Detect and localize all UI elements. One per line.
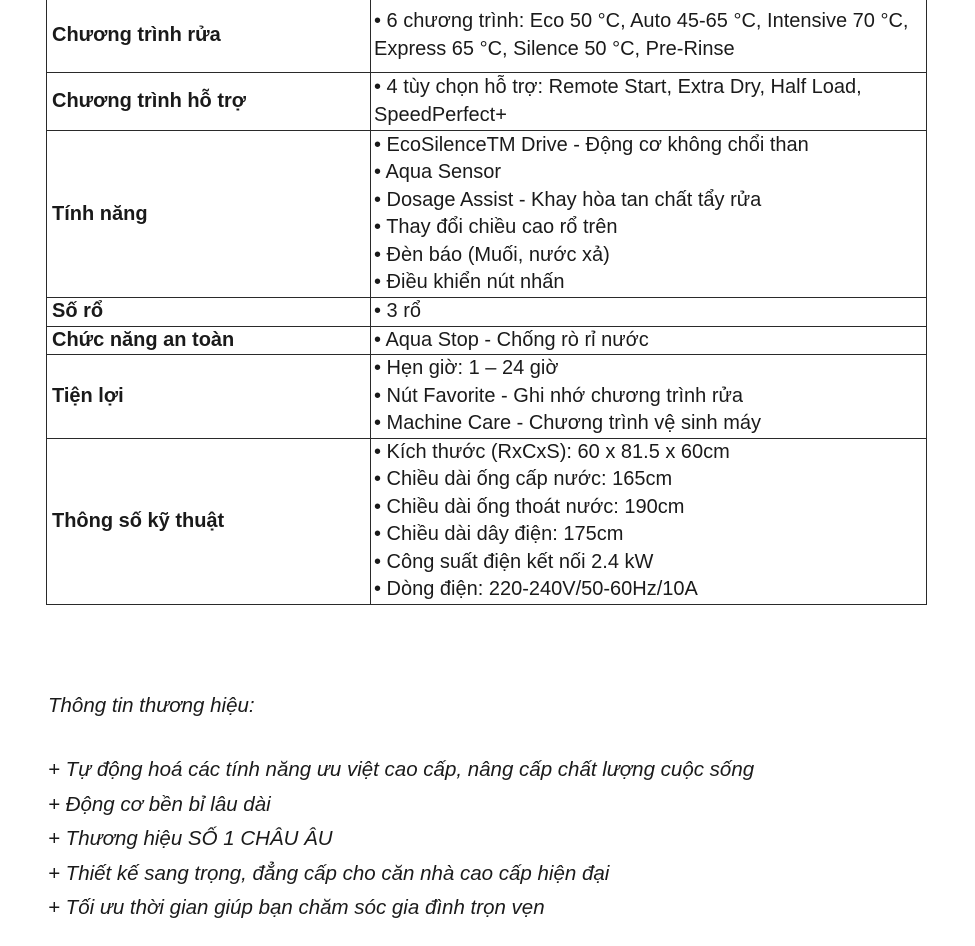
value-line: • Thay đổi chiều cao rổ trên: [374, 216, 618, 238]
value-line: • Hẹn giờ: 1 – 24 giờ: [374, 357, 559, 379]
row-label: Chương trình hỗ trợ: [47, 73, 371, 131]
row-label: Chương trình rửa: [47, 0, 371, 73]
value-line: • Aqua Stop - Chống rò rỉ nước: [374, 328, 649, 351]
list-item: + Động cơ bền bỉ lâu dài: [48, 792, 271, 816]
value-line: • Dosage Assist - Khay hòa tan chất tẩy rửa: [374, 188, 762, 211]
list-item: + Tối ưu thời gian giúp bạn chăm sóc gia đình trọn vẹn: [48, 896, 545, 919]
brand-info-list: [48, 753, 948, 926]
row-value: [371, 298, 927, 327]
spec-table: [46, 0, 927, 605]
value-line: • Chiều dài ống thoát nước: 190cm: [374, 495, 685, 518]
value-line: • Công suất điện kết nối 2.4 kW: [374, 550, 654, 573]
value-line: • EcoSilenceTM Drive - Động cơ không chổi than: [374, 133, 809, 156]
table-row: [47, 131, 927, 298]
table-row: [47, 0, 927, 73]
list-item: + Tự động hoá các tính năng ưu việt cao cấp, nâng cấp chất lượng cuộc sống: [48, 758, 755, 781]
row-value: [371, 131, 927, 298]
list-item: + Thiết kế sang trọng, đẳng cấp cho căn nhà cao cấp hiện đại: [48, 861, 610, 885]
row-value: [371, 73, 927, 131]
value-line: • Aqua Sensor: [374, 161, 502, 183]
row-label: Chức năng an toàn: [47, 326, 371, 355]
row-value: [371, 0, 927, 73]
list-item: + Thương hiệu SỐ 1 CHÂU ÂU: [48, 827, 333, 850]
row-label: Thông số kỹ thuật: [47, 438, 371, 604]
table-row: [47, 438, 927, 604]
row-label: Số rổ: [47, 298, 371, 327]
table-row: [47, 355, 927, 439]
row-label: Tiện lợi: [47, 355, 371, 439]
row-value: [371, 326, 927, 355]
row-value: [371, 355, 927, 439]
table-row: [47, 73, 927, 131]
value-line: • Điều khiển nút nhấn: [374, 271, 565, 293]
brand-info-section: [48, 692, 948, 926]
value-line: • 3 rổ: [374, 300, 422, 322]
row-label: Tính năng: [47, 131, 371, 298]
value-line: • Kích thước (RxCxS): 60 x 81.5 x 60cm: [374, 440, 730, 463]
value-line: • Dòng điện: 220-240V/50-60Hz/10A: [374, 578, 698, 600]
value-line: • Đèn báo (Muối, nước xả): [374, 243, 610, 266]
table-row: [47, 298, 927, 327]
value-line: • Chiều dài dây điện: 175cm: [374, 523, 624, 545]
value-line: • 6 chương trình: Eco 50 °C, Auto 45-65 °C, Intensive 70 °C, Express 65 °C, Silence 50 °C, Pre-Rinse: [374, 10, 909, 60]
value-line: • Chiều dài ống cấp nước: 165cm: [374, 468, 673, 490]
brand-info-title: Thông tin thương hiệu:: [48, 694, 255, 717]
value-line: • 4 tùy chọn hỗ trợ: Remote Start, Extra Dry, Half Load, SpeedPerfect+: [374, 76, 862, 126]
table-row: [47, 326, 927, 355]
value-line: • Machine Care - Chương trình vệ sinh máy: [374, 412, 761, 434]
row-value: [371, 438, 927, 604]
value-line: • Nút Favorite - Ghi nhớ chương trình rửa: [374, 384, 744, 407]
